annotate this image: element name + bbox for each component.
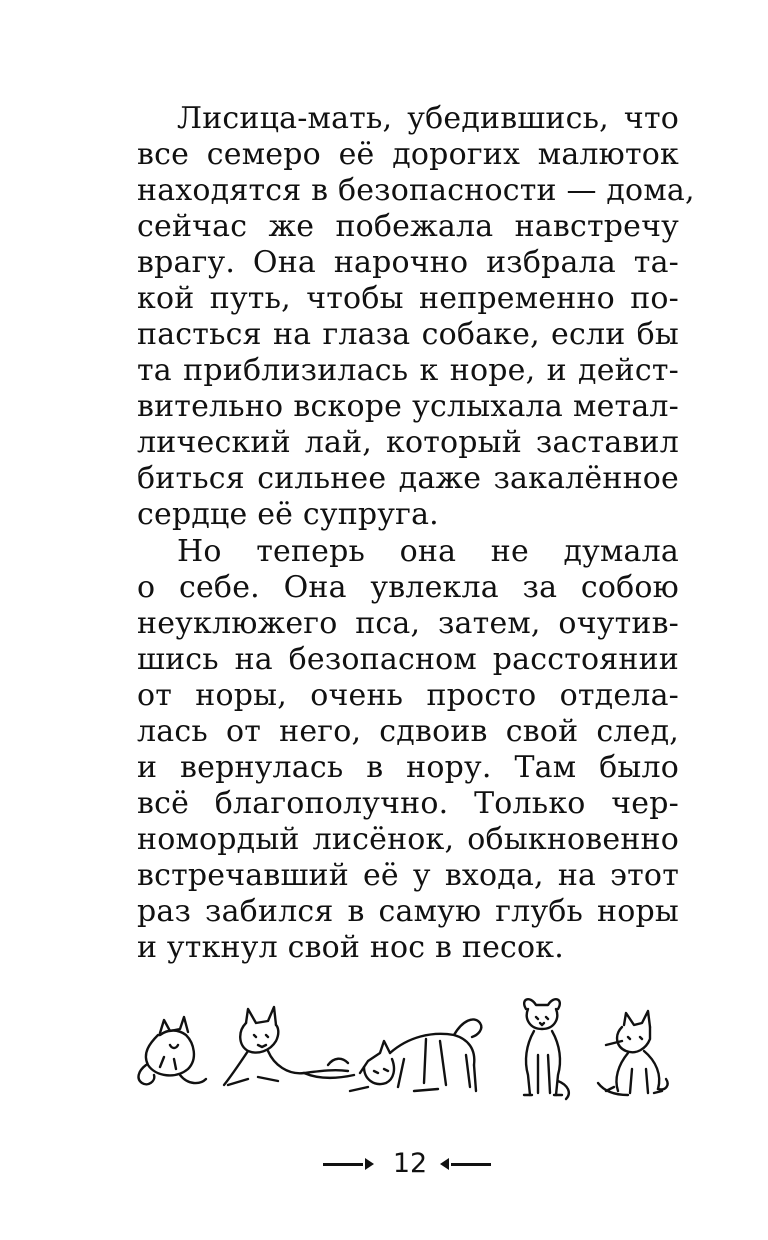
text-line: Но теперь она не думала: [177, 534, 679, 569]
text-line: вительно вскоре услыхала метал-: [137, 389, 679, 424]
arrow-left-icon: [440, 1158, 449, 1170]
text-line: встречавший её у входа, на этот: [137, 858, 679, 893]
text-line: всё благополучно. Только чер-: [137, 786, 679, 821]
text-line: кой путь, чтобы непременно по-: [137, 281, 679, 316]
text-line: шись на безопасном расстоянии: [137, 642, 679, 677]
text-line: находятся в безопасности — дома,: [137, 173, 695, 208]
fox-cub-sketch-icon: [224, 1007, 354, 1085]
arrow-right-icon: [365, 1158, 374, 1170]
folio-rule-right: [451, 1163, 491, 1166]
text-line: от норы, очень просто отдела-: [137, 678, 679, 713]
text-line: лический лай, который заставил: [137, 425, 679, 460]
text-line: номордый лисёнок, обыкновенно: [137, 822, 679, 857]
fox-cub-sketch-icon: [524, 999, 569, 1099]
fox-cub-sketch-icon: [139, 1017, 206, 1084]
text-line: все семеро её дорогих малюток: [137, 137, 679, 172]
text-line: сейчас же побежала навстречу: [137, 209, 679, 244]
text-line: та приблизилась к норе, и дейст-: [137, 353, 679, 388]
page-footer: [0, 1143, 768, 1187]
text-line: биться сильнее даже закалённое: [137, 461, 679, 496]
text-line: врагу. Она нарочно избрала та-: [137, 245, 679, 280]
text-line: и вернулась в нору. Там было: [137, 750, 679, 785]
text-line: пасться на глаза собаке, если бы: [137, 317, 679, 352]
text-line: о себе. Она увлекла за собою: [137, 570, 679, 605]
folio-rule-left: [323, 1163, 363, 1166]
text-line: и уткнул свой нос в песок.: [137, 930, 564, 965]
page-number: 12: [392, 1148, 428, 1179]
fox-cub-sketch-icon: [350, 1019, 481, 1091]
text-line: сердце её супруга.: [137, 497, 439, 532]
text-line: неуклюжего пса, затем, очутив-: [137, 606, 679, 641]
text-line: лась от него, сдвоив свой след,: [137, 714, 679, 749]
fox-cub-sketch-icon: [598, 1011, 668, 1095]
fox-cubs-sketch-icon: [128, 995, 680, 1110]
text-line: раз забился в самую глубь норы: [137, 894, 679, 929]
text-line: Лисица-мать, убедившись, что: [177, 101, 679, 136]
